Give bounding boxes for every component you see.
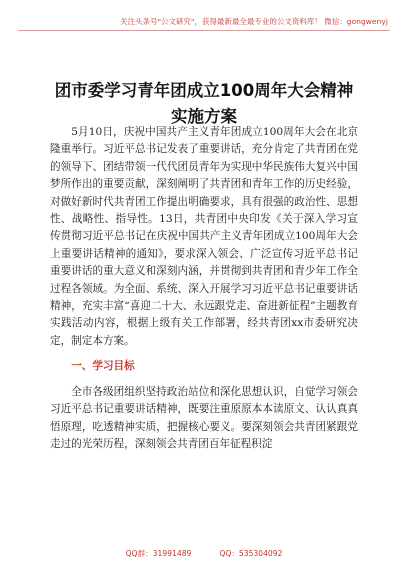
section-heading: 一、学习目标 [71, 360, 135, 373]
section-paragraph: 全市各级团组织坚持政治站位和深化思想认识，自觉学习领会习近平总书记重要讲话精神，既要注重原原本本读原文、认认真真悟原理，吃透精神实质，把握核心要义。要深刻领会共青团紧跟党走过的光荣历程，深刻领会共青团百年征程积淀 [50, 385, 358, 450]
header-notice: 关注头条号"公文研究"，获得最新最全最专业的公文资料库！ 微信：gongwenyj [120, 17, 388, 26]
page-footer [0, 548, 408, 559]
header-divider [18, 30, 390, 31]
document-body [50, 124, 358, 453]
footer-qq-group: QQ群：31991489 [125, 549, 192, 558]
intro-paragraph: 5月10日，庆祝中国共产主义青年团成立100周年大会在北京隆重举行。习近平总书记发表了重要讲话，充分肯定了共青团在党的领导下、团结带领一代代团员青年为实现中华民族伟大复兴中国梦所作出的重要贡献，深刻阐明了共青团和青年工作的历史经验，对做好新时代共青团工作提出明确要求，具有很强的政治性、思想性、战略性、指导性。13日，共青团中央印发《关于深入学习宣传贯彻习近平总书记在庆祝中国共产主义青年团成立100周年大会上重要讲话精神的通知》，要求深入领会、广泛宣传习近平总书记重要讲话的重大意义和深刻内涵，并贯彻到共青团和青少年工作全过程各领域。为全面、系统、深入开展学习习近平总书记重要讲话精神，充实丰富“喜迎二十大、永远跟党走、奋进新征程”主题教育实践活动内容，根据上级有关工作部署，经共青团xx市委研究决定，制定本方案。 [50, 126, 358, 347]
document-title: 团市委学习青年团成立100周年大会精神实施方案 [54, 81, 354, 126]
footer-qq: QQ：535304092 [219, 549, 283, 558]
page-header [18, 6, 390, 34]
